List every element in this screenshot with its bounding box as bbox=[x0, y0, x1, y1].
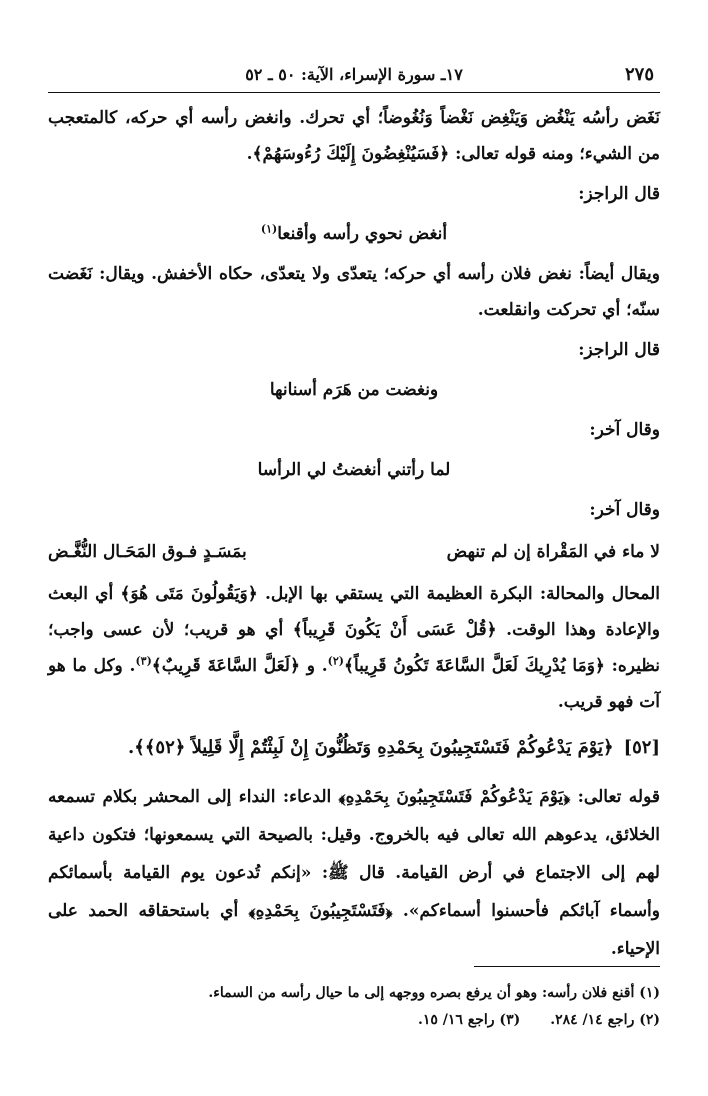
verse-1 bbox=[48, 216, 660, 252]
page-number: ٢٧٥ bbox=[624, 64, 654, 85]
page-header bbox=[48, 62, 660, 93]
running-title: ١٧ـ سورة الإسراء، الآية: ٥٠ ـ ٥٢ bbox=[245, 65, 463, 84]
ayah-text: ﴿يَوْمَ يَدْعُوكُمْ فَتَسْتَجِيبُونَ بِحَمْدِهِ وَتَظُنُّونَ إِنْ لَبِثْتُمْ إِلَّا قَلِيلاً ﴿٥٢﴾﴾. bbox=[128, 737, 614, 758]
paragraph-3-part-a: المحال والمحالة: البكرة العظيمة التي يستقي بها الإبل. ﴿وَيَقُولُونَ مَتَى هُوَ﴾ أي البعث والإعادة وهذا الوقت. ﴿قُلْ عَسَى أَنْ يَكُونَ قَرِيباً﴾ أي هو قريب؛ لأن عسى واجب؛ نظيره: ﴿وَمَا يُدْرِيكَ لَعَلَّ السَّاعَةَ تَكُونُ قَرِيباً﴾ bbox=[48, 584, 660, 676]
paragraph-4: قوله تعالى: ﴿يَوْمَ يَدْعُوكُمْ فَتَسْتَجِيبُونَ بِحَمْدِهِ﴾ الدعاء: النداء إلى المحشر بكلام تسمعه الخلائق، يدعوهم الله تعالى فيه بالخروج. وقيل: بالصيحة التي يسمعونها؛ فتكون داعية لهم إلى الاجتماع في أرض القيامة. قال ﷺ: «إنكم تُدعون يوم القيامة بأسمائكم وأسماء آبائكم فأحسنوا أسماءكم». ﴿فَتَسْتَجِيبُونَ بِحَمْدِهِ﴾ أي باستحقاقه الحمد على الإحياء. bbox=[48, 787, 660, 959]
verse-2: ونغضت من هَرَم أسنانها bbox=[269, 380, 439, 400]
paragraph-1: نَغَض رأسُه يَنْغُض وَيَنْغِض نَغْضاً وَنُغُوضاً؛ أي تحرك. وانغض رأسه أي حركه، كالمتعجب من الشيء؛ ومنه قوله تعالى: ﴿فَسَيُنْغِضُونَ إِلَيْكَ رُءُوسَهُمْ﴾. bbox=[48, 108, 660, 164]
poem-first-hemistich: لا ماء في المَقْراة إن لم تنهض bbox=[446, 542, 660, 562]
paragraph-3 bbox=[48, 576, 660, 720]
rajez-label-2: قال الراجز: bbox=[578, 340, 660, 360]
footnote-divider bbox=[474, 966, 660, 967]
paragraph-2: ويقال أيضاً: نغض فلان رأسه أي حركه؛ يتعدّى ولا يتعدّى، حكاه الأخفش. ويقال: نَغَضت سنّه؛ أي تحركت وانقلعت. bbox=[48, 264, 660, 320]
footnote-3: (٣) راجع ١٦/ ١٥. bbox=[417, 1012, 521, 1028]
ayah-heading bbox=[48, 730, 660, 766]
verse-3: لما رأتني أنغضتُ لي الرأسا bbox=[257, 460, 451, 480]
footnote-2: (٢) راجع ١٤/ ٢٨٤. bbox=[550, 1012, 660, 1028]
paragraph-3-part-c: . وكل ما هو آت فهو قريب. bbox=[48, 656, 660, 712]
footnote-ref-3: (٣) bbox=[135, 654, 152, 668]
footnote-ref-2: (٢) bbox=[327, 654, 344, 668]
footnote-1: (١) أقنع فلان رأسه: وهو أن يرفع بصره ووجهه إلى ما حيال رأسه من السماء. bbox=[208, 985, 660, 1001]
akhar-label-2: وقال آخر: bbox=[589, 500, 660, 520]
footnote-row-2 bbox=[48, 1007, 660, 1034]
akhar-label-1: وقال آخر: bbox=[589, 420, 660, 440]
main-text bbox=[48, 100, 660, 968]
ayah-number: [٥٢] bbox=[623, 737, 660, 758]
paragraph-3-part-b: . و ﴿لَعَلَّ السَّاعَةَ قَرِيبٌ﴾ bbox=[151, 656, 328, 676]
footnotes bbox=[48, 980, 660, 1034]
rajez-label-1: قال الراجز: bbox=[578, 184, 660, 204]
footnote-ref-1: (١) bbox=[260, 222, 278, 236]
verse-1-text: أنغض نحوي رأسه وأقنعا bbox=[277, 224, 448, 244]
poem-second-hemistich: بمَسَـدٍ فـوق المَحَـال النُّغَّـض bbox=[48, 542, 247, 562]
poem-couplet bbox=[48, 534, 660, 570]
